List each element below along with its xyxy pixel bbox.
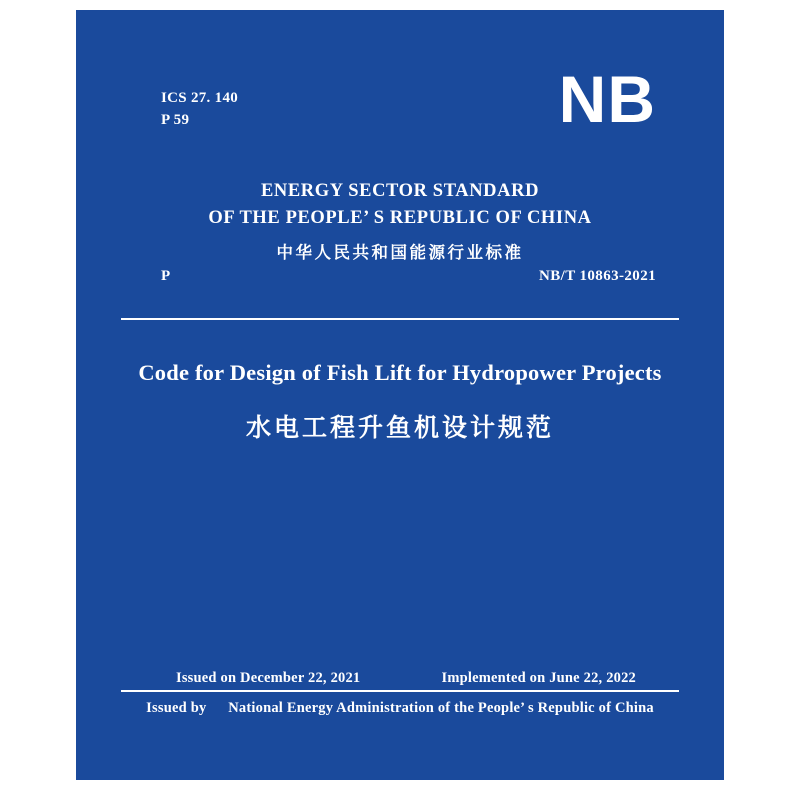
standard-cover — [76, 10, 724, 780]
divider-top — [121, 318, 679, 320]
ics-block — [161, 88, 238, 132]
category-letter: P — [161, 268, 171, 284]
divider-bottom — [121, 690, 679, 692]
ics-number: ICS 27. 140 — [161, 90, 239, 106]
standard-number: NB/T 10863-2021 — [539, 268, 656, 284]
nb-logo: NB — [558, 62, 656, 136]
classification-code: P 59 — [161, 111, 190, 128]
dates-row — [176, 670, 636, 687]
standard-name-en-line1: ENERGY SECTOR STANDARD — [260, 181, 540, 201]
code-row — [161, 268, 656, 285]
title-en: Code for Design of Fish Lift for Hydropower Projects — [138, 360, 662, 385]
title-cn: 水电工程升鱼机设计规范 — [245, 413, 554, 442]
standard-name-en-line2: OF THE PEOPLE’ S REPUBLIC OF CHINA — [208, 207, 592, 228]
issued-by-organization: National Energy Administration of the People’ s Republic of China — [228, 700, 654, 716]
main-title-block — [76, 360, 724, 444]
issued-date: Issued on December 22, 2021 — [176, 670, 361, 686]
implemented-date: Implemented on June 22, 2022 — [441, 670, 636, 686]
standard-name-cn: 中华人民共和国能源行业标准 — [276, 242, 524, 262]
issuer-row — [76, 700, 724, 717]
standard-authority-block — [76, 178, 724, 263]
issued-by-label: Issued by — [146, 700, 207, 716]
